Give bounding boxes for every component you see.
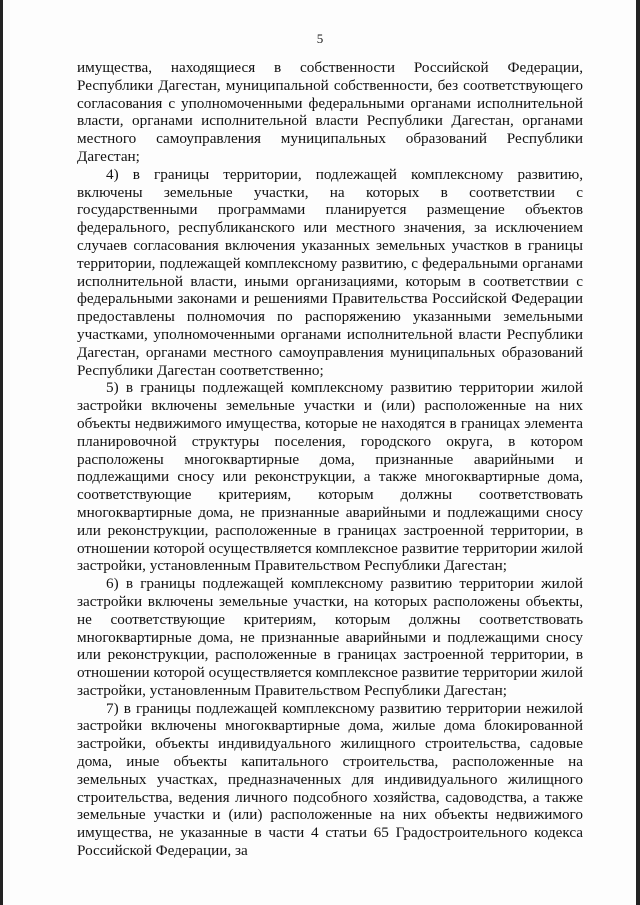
paragraph-item-7: 7) в границы подлежащей комплексному развитию территории нежилой застройки включены многоквартирные дома, жилые дома блокированной застройки, объекты индивидуального жилищного строительства, садовые дома, иные объекты капитального строительства, расположенные на земельных участках, предназначенных для индивидуального жилищного строительства, ведения личного подсобного хозяйства, садоводства, а также земельные участки и (или) расположенные на них объекты недвижимого имущества, не указанные в части 4 статьи 65 Градостроительного кодекса Российской Федерации, за [77, 699, 583, 860]
document-body [77, 59, 583, 860]
scan-edge-left [0, 0, 3, 905]
paragraph-item-6: 6) в границы подлежащей комплексному развитию территории жилой застройки включены земельные участки, на которых расположены объекты, не соответствующие критериям, которым должны соответствовать многоквартирные дома, не признанные аварийными и подлежащими сносу или реконструкции, расположенные в границах застроенной территории, в отношении которой осуществляется комплексное развитие территории жилой застройки, установленным Правительством Республики Дагестан; [77, 575, 583, 699]
paragraph-item-5: 5) в границы подлежащей комплексному развитию территории жилой застройки включены земельные участки и (или) расположенные на них объекты недвижимого имущества, которые не находятся в границах элемента планировочной структуры поселения, городского округа, в котором расположены многоквартирные дома, признанные аварийными и подлежащими сносу или реконструкции, а также многоквартирные дома, соответствующие критериям, которым должны соответствовать многоквартирные дома, не признанные аварийными и подлежащими сносу или реконструкции, расположенные в границах застроенной территории, в отношении которой осуществляется комплексное развитие территории жилой застройки, установленным Правительством Республики Дагестан; [77, 379, 583, 575]
page-number: 5 [316, 31, 324, 46]
paragraph-continuation: имущества, находящиеся в собственности Российской Федерации, Республики Дагестан, муниципальной собственности, без соответствующего согласования с уполномоченными федеральными органами исполнительной власти, органами исполнительной власти Республики Дагестан, органами местного самоуправления муниципальных образований Республики Дагестан; [77, 59, 583, 165]
scan-edge-right [636, 0, 640, 905]
paragraph-item-4: 4) в границы территории, подлежащей комплексному развитию, включены земельные участки, на которых в соответствии с государственными программами планируется размещение объектов федерального, республиканского или местного значения, за исключением случаев согласования включения указанных земельных участков в границы территории, подлежащей комплексному развитию, с федеральными органами исполнительной власти, иными организациями, которым в соответствии с федеральными законами и решениями Правительства Российской Федерации предоставлены полномочия по распоряжению указанными земельными участками, уполномоченными органами исполнительной власти Республики Дагестан, органами местного самоуправления муниципальных образований Республики Дагестан соответственно; [77, 165, 583, 379]
